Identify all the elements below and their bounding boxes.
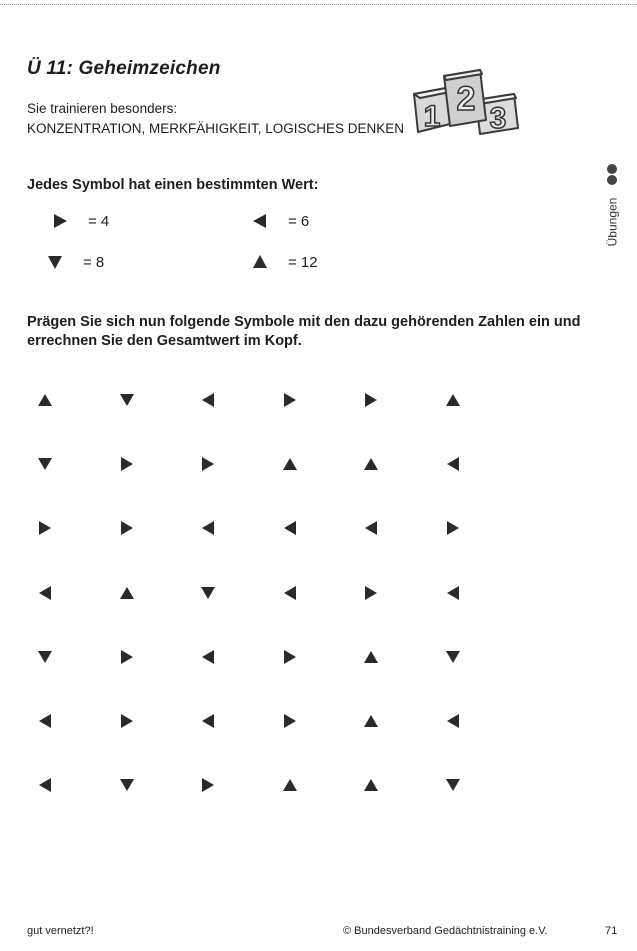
triangle-up-icon [363, 649, 379, 665]
trains-skills: KONZENTRATION, MERKFÄHIGKEIT, LOGISCHES DENKEN [27, 121, 405, 136]
triangle-right-icon [445, 520, 461, 536]
triangle-right-icon [119, 713, 135, 729]
legend-value: = 12 [288, 253, 318, 271]
triangle-down-icon [37, 456, 53, 472]
triangle-right-icon [200, 777, 216, 793]
triangle-up-icon [363, 777, 379, 793]
legend-item-down [47, 251, 104, 273]
difficulty-dots-icon [604, 163, 620, 187]
triangle-right-icon [37, 520, 53, 536]
triangle-left-icon [445, 713, 461, 729]
symbol-grid [37, 392, 473, 792]
triangle-right-icon [282, 649, 298, 665]
triangle-left-icon [282, 585, 298, 601]
logo-digit-2: 2 [456, 80, 476, 118]
triangle-down-icon [119, 392, 135, 408]
footer-copyright: © Bundesverband Gedächtnistraining e.V. [343, 925, 548, 937]
legend-item-left [252, 210, 309, 232]
triangle-right-icon [119, 456, 135, 472]
triangle-down-icon [119, 777, 135, 793]
legend-item-up [252, 251, 318, 273]
triangle-up-icon [282, 456, 298, 472]
triangle-left-icon [445, 456, 461, 472]
triangle-left-icon [363, 520, 379, 536]
triangle-up-icon [363, 456, 379, 472]
triangle-right-icon [52, 213, 68, 229]
triangle-up-icon [445, 392, 461, 408]
side-tab-label [601, 191, 623, 253]
triangle-left-icon [252, 213, 268, 229]
triangle-left-icon [282, 520, 298, 536]
top-dotted-rule [0, 4, 637, 5]
triangle-right-icon [282, 713, 298, 729]
triangle-left-icon [37, 585, 53, 601]
footer-left: gut vernetzt?! [27, 925, 94, 937]
footer-page-number: 71 [605, 925, 618, 937]
triangle-right-icon [119, 649, 135, 665]
triangle-up-icon [119, 585, 135, 601]
triangle-right-icon [119, 520, 135, 536]
logo-digit-3: 3 [489, 102, 507, 135]
triangle-up-icon [37, 392, 53, 408]
triangle-left-icon [200, 649, 216, 665]
triangle-left-icon [200, 713, 216, 729]
instruction-text: Prägen Sie sich nun folgende Symbole mit den dazu gehörenden Zahlen ein und errechnen Sie den Gesamtwert im Kopf. [27, 314, 581, 349]
side-tab-text: Übungen [605, 197, 619, 247]
triangle-down-icon [47, 254, 63, 270]
triangle-right-icon [200, 456, 216, 472]
triangle-up-icon [363, 713, 379, 729]
triangle-right-icon [282, 392, 298, 408]
triangle-left-icon [200, 392, 216, 408]
legend-value: = 6 [288, 212, 310, 230]
triangle-right-icon [363, 392, 379, 408]
triangle-down-icon [37, 649, 53, 665]
trains-intro: Sie trainieren besonders: [27, 101, 178, 116]
triangle-down-icon [445, 649, 461, 665]
triangle-left-icon [445, 585, 461, 601]
legend-value: = 4 [88, 212, 110, 230]
legend-item-right [52, 210, 109, 232]
triangle-left-icon [200, 520, 216, 536]
triangle-left-icon [37, 777, 53, 793]
legend-heading: Jedes Symbol hat einen bestimmten Wert: [27, 177, 319, 193]
number-blocks-logo [406, 62, 522, 138]
legend-value: = 8 [83, 253, 105, 271]
triangle-up-icon [282, 777, 298, 793]
logo-digit-1: 1 [423, 100, 441, 133]
triangle-right-icon [363, 585, 379, 601]
triangle-down-icon [200, 585, 216, 601]
triangle-up-icon [252, 254, 268, 270]
exercise-title: Ü 11: Geheimzeichen [27, 58, 221, 79]
triangle-down-icon [445, 777, 461, 793]
triangle-left-icon [37, 713, 53, 729]
